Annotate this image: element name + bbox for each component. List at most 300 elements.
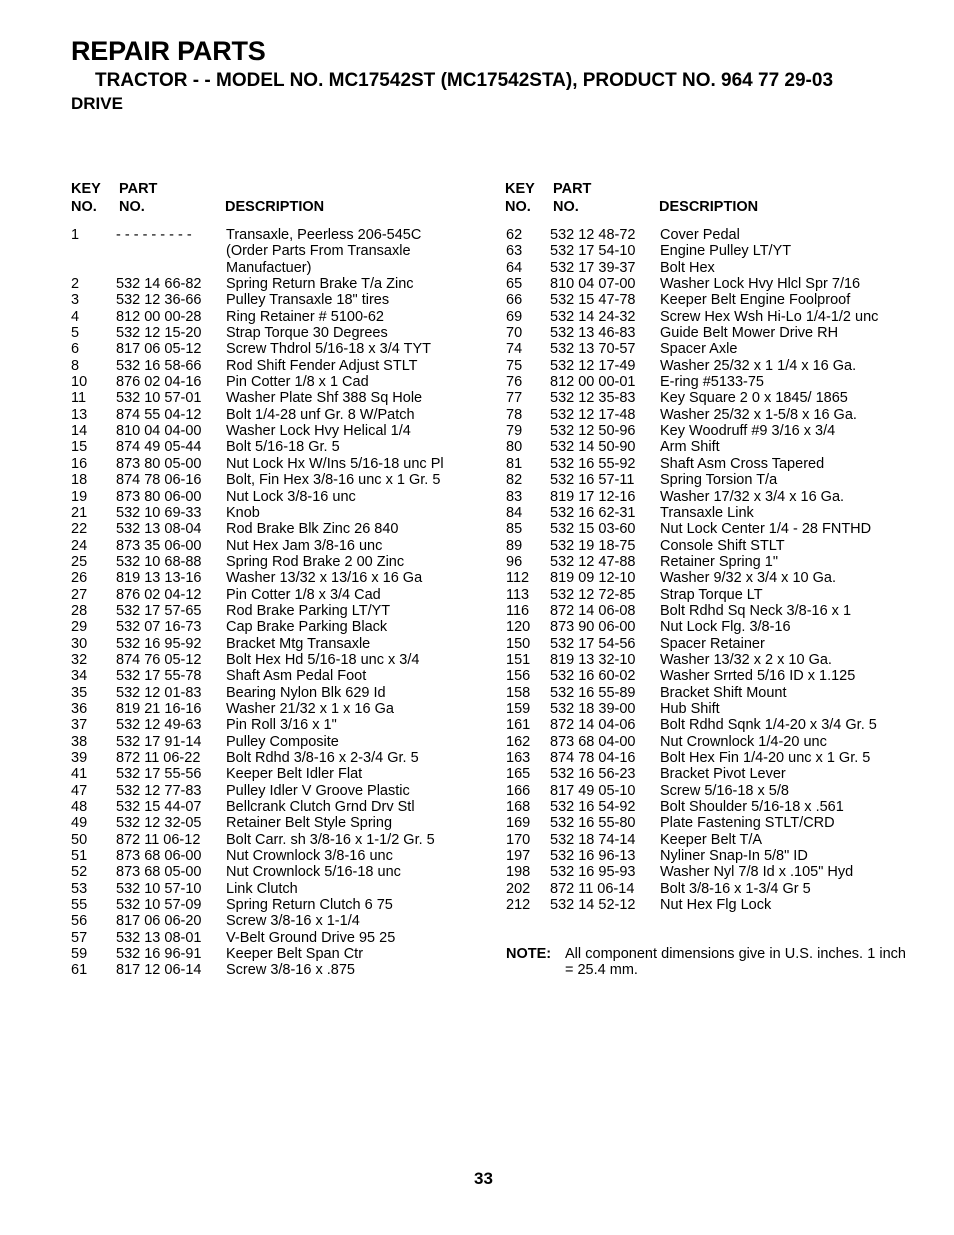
part-number: 872 14 06-08 — [550, 602, 636, 619]
key-number: 159 — [506, 700, 531, 717]
parts-row — [506, 619, 878, 635]
part-number: 532 10 57-10 — [116, 880, 202, 897]
part-number: 819 13 13-16 — [116, 570, 202, 587]
part-number: 532 17 55-56 — [116, 766, 202, 783]
part-description: Spacer Retainer — [660, 635, 765, 652]
note — [506, 946, 906, 979]
part-number: 819 13 32-10 — [550, 651, 636, 668]
part-description: Nut Hex Flg Lock — [660, 897, 772, 914]
part-description: Washer 25/32 x 1 1/4 x 16 Ga. — [660, 357, 857, 374]
part-description: Nut Crownlock 3/8-16 unc — [226, 848, 393, 865]
key-number: 116 — [506, 602, 530, 619]
part-number: 532 16 58-66 — [116, 357, 202, 374]
key-number: 76 — [506, 374, 523, 391]
header-key-right: KEY NO. — [505, 181, 535, 215]
part-number: 874 78 06-16 — [116, 472, 202, 489]
key-number: 4 — [71, 308, 80, 325]
parts-row — [506, 832, 878, 848]
parts-row — [506, 570, 878, 586]
part-description: Transaxle, Peerless 206-545C — [226, 227, 422, 243]
key-number: 36 — [71, 700, 88, 717]
parts-row — [506, 864, 878, 880]
note-label: NOTE: — [506, 946, 552, 962]
key-number: 59 — [71, 946, 88, 963]
parts-row — [71, 717, 444, 733]
part-description: Arm Shift — [660, 439, 720, 456]
parts-row — [506, 815, 878, 831]
key-number: 29 — [71, 619, 88, 636]
part-number: - - - - - - - - - — [116, 227, 192, 243]
part-number: 532 12 01-83 — [116, 684, 202, 701]
key-number: 15 — [71, 439, 88, 456]
key-number: 84 — [506, 504, 523, 521]
part-description: Washer 21/32 x 1 x 16 Ga — [226, 700, 394, 717]
part-description: Nut Crownlock 5/16-18 unc — [226, 864, 401, 881]
parts-row — [71, 243, 444, 259]
part-number: 532 12 35-83 — [550, 390, 636, 407]
key-number: 168 — [506, 799, 531, 816]
parts-row — [71, 685, 444, 701]
parts-row — [71, 799, 444, 815]
key-number: 6 — [71, 341, 80, 358]
parts-row — [71, 701, 444, 717]
parts-row — [71, 521, 444, 537]
part-description: Keeper Belt T/A — [660, 831, 763, 848]
key-number: 38 — [71, 733, 88, 750]
key-number: 65 — [506, 276, 523, 293]
part-number: 819 17 12-16 — [550, 488, 636, 505]
part-number: 874 76 05-12 — [116, 651, 202, 668]
key-number: 47 — [71, 782, 88, 799]
parts-row — [506, 309, 878, 325]
parts-row — [71, 930, 444, 946]
key-number: 81 — [506, 455, 523, 472]
key-number: 51 — [71, 848, 88, 865]
parts-row — [71, 587, 444, 603]
header-description-right: DESCRIPTION — [659, 199, 759, 215]
part-description: Retainer Spring 1" — [660, 553, 778, 570]
part-number: 532 15 47-78 — [550, 292, 636, 309]
part-description: Spring Rod Brake 2 00 Zinc — [226, 553, 405, 570]
part-number: 873 35 06-00 — [116, 537, 202, 554]
key-number: 62 — [506, 227, 523, 243]
parts-row — [71, 668, 444, 684]
parts-row — [506, 668, 878, 684]
key-number: 37 — [71, 717, 88, 734]
part-description: Keeper Belt Engine Foolproof — [660, 292, 851, 309]
key-number: 39 — [71, 750, 88, 766]
parts-row — [71, 734, 444, 750]
part-description: Guide Belt Mower Drive RH — [660, 325, 839, 342]
key-number: 212 — [506, 897, 531, 914]
parts-row — [71, 227, 444, 243]
key-number: 13 — [71, 406, 88, 423]
parts-row — [506, 652, 878, 668]
part-description: Nut Lock Hx W/Ins 5/16-18 unc Pl — [226, 455, 444, 472]
parts-row — [506, 505, 878, 521]
key-number: 64 — [506, 259, 523, 276]
part-description: Bracket Mtg Transaxle — [226, 635, 371, 652]
part-number: 874 55 04-12 — [116, 406, 202, 423]
key-number: 28 — [71, 602, 88, 619]
parts-row — [506, 521, 878, 537]
part-number: 532 16 96-13 — [550, 848, 636, 865]
key-number: 78 — [506, 406, 523, 423]
part-description: Strap Torque LT — [660, 586, 763, 603]
key-number: 56 — [71, 913, 88, 930]
part-number: 532 16 95-93 — [550, 864, 636, 881]
key-number: 202 — [506, 880, 531, 897]
part-description: Nut Hex Jam 3/8-16 unc — [226, 537, 383, 554]
parts-row — [506, 636, 878, 652]
parts-row — [71, 341, 444, 357]
parts-row — [506, 358, 878, 374]
part-description: Bolt Hex — [660, 259, 715, 276]
key-number: 89 — [506, 537, 523, 554]
part-number: 532 10 69-33 — [116, 504, 202, 521]
part-number: 532 16 56-23 — [550, 766, 636, 783]
section-title: DRIVE — [71, 94, 123, 113]
parts-row — [71, 390, 444, 406]
key-number: 169 — [506, 815, 531, 832]
part-number: 532 07 16-73 — [116, 619, 202, 636]
part-description: Pulley Idler V Groove Plastic — [226, 782, 410, 799]
part-number: 532 13 08-01 — [116, 929, 202, 946]
parts-row — [71, 783, 444, 799]
key-number: 163 — [506, 750, 531, 766]
part-number: 532 19 18-75 — [550, 537, 636, 554]
part-description: Bolt 5/16-18 Gr. 5 — [226, 439, 340, 456]
part-description: Washer Nyl 7/8 Id x .105" Hyd — [660, 864, 854, 881]
note-text: All component dimensions give in U.S. inches. 1 inch = 25.4 mm. — [565, 946, 906, 979]
key-number: 57 — [71, 929, 88, 946]
key-number: 3 — [71, 292, 80, 309]
parts-row — [71, 260, 444, 276]
key-number: 158 — [506, 684, 531, 701]
part-number: 532 17 39-37 — [550, 259, 636, 276]
parts-row — [506, 603, 878, 619]
part-number: 532 12 32-05 — [116, 815, 202, 832]
part-description: Washer 13/32 x 2 x 10 Ga. — [660, 651, 832, 668]
part-description: Bearing Nylon Blk 629 Id — [226, 684, 386, 701]
key-number: 156 — [506, 668, 531, 685]
part-number: 532 16 62-31 — [550, 504, 636, 521]
part-description: Ring Retainer # 5100-62 — [226, 308, 384, 325]
key-number: 74 — [506, 341, 523, 358]
part-description: Washer Lock Hvy Helical 1/4 — [226, 423, 411, 440]
part-description: Console Shift STLT — [660, 537, 785, 554]
parts-row — [506, 341, 878, 357]
parts-row — [506, 423, 878, 439]
parts-row — [71, 619, 444, 635]
key-number: 10 — [71, 374, 88, 391]
part-description: Screw 5/16-18 x 5/8 — [660, 782, 789, 799]
parts-row — [71, 456, 444, 472]
part-number: 532 16 96-91 — [116, 946, 202, 963]
key-number: 70 — [506, 325, 523, 342]
part-description: Washer Lock Hvy Hlcl Spr 7/16 — [660, 276, 861, 293]
part-number: 532 16 95-92 — [116, 635, 202, 652]
parts-row — [71, 292, 444, 308]
part-description: Rod Shift Fender Adjust STLT — [226, 357, 418, 374]
parts-row — [71, 309, 444, 325]
parts-row — [506, 292, 878, 308]
part-description: Screw 3/8-16 x 1-1/4 — [226, 913, 360, 930]
key-number: 55 — [71, 897, 88, 914]
part-description: Bolt Hex Hd 5/16-18 unc x 3/4 — [226, 651, 420, 668]
parts-row — [506, 489, 878, 505]
part-description: Bolt Hex Fin 1/4-20 unc x 1 Gr. 5 — [660, 750, 871, 766]
parts-row — [506, 227, 878, 243]
part-number: 532 10 57-01 — [116, 390, 202, 407]
part-description: Strap Torque 30 Degrees — [226, 325, 388, 342]
part-number: 532 10 57-09 — [116, 897, 202, 914]
parts-row — [71, 276, 444, 292]
key-number: 22 — [71, 521, 88, 538]
parts-row — [506, 276, 878, 292]
key-number: 82 — [506, 472, 523, 489]
key-number: 18 — [71, 472, 88, 489]
part-number: 532 12 47-88 — [550, 553, 636, 570]
key-number: 69 — [506, 308, 523, 325]
parts-row — [71, 374, 444, 390]
key-number: 150 — [506, 635, 531, 652]
parts-row — [506, 587, 878, 603]
part-description: Bolt, Fin Hex 3/8-16 unc x 1 Gr. 5 — [226, 472, 441, 489]
part-number: 872 11 06-14 — [550, 880, 635, 897]
part-description: Plate Fastening STLT/CRD — [660, 815, 835, 832]
key-number: 165 — [506, 766, 531, 783]
key-number: 79 — [506, 423, 523, 440]
key-number: 21 — [71, 504, 88, 521]
part-number: 819 21 16-16 — [116, 700, 202, 717]
part-description: Pin Cotter 1/8 x 3/4 Cad — [226, 586, 381, 603]
part-number: 532 12 15-20 — [116, 325, 202, 342]
key-number: 120 — [506, 619, 531, 636]
part-number: 872 11 06-22 — [116, 750, 201, 766]
parts-row — [71, 913, 444, 929]
header-part-left: PART NO. — [119, 181, 158, 215]
key-number: 83 — [506, 488, 523, 505]
parts-row — [71, 864, 444, 880]
parts-row — [506, 472, 878, 488]
parts-row — [506, 701, 878, 717]
part-description: Bolt Carr. sh 3/8-16 x 1-1/2 Gr. 5 — [226, 831, 435, 848]
parts-row — [71, 505, 444, 521]
parts-row — [506, 897, 878, 913]
part-number: 873 68 04-00 — [550, 733, 636, 750]
key-number: 14 — [71, 423, 88, 440]
key-number: 50 — [71, 831, 88, 848]
part-description: Cap Brake Parking Black — [226, 619, 388, 636]
part-number: 532 14 50-90 — [550, 439, 636, 456]
parts-row — [506, 848, 878, 864]
part-number: 532 16 55-89 — [550, 684, 636, 701]
parts-row — [71, 946, 444, 962]
part-description: Spring Return Clutch 6 75 — [226, 897, 393, 914]
part-description: Link Clutch — [226, 880, 298, 897]
key-number: 166 — [506, 782, 531, 799]
part-description: Nut Lock Center 1/4 - 28 FNTHD — [660, 521, 872, 538]
header-key-left: KEY NO. — [71, 181, 101, 215]
part-description: Pin Roll 3/16 x 1" — [226, 717, 337, 734]
part-number: 532 12 17-49 — [550, 357, 636, 374]
part-number: 872 11 06-12 — [116, 831, 201, 848]
key-number: 1 — [71, 227, 80, 243]
part-description: Key Square 2 0 x 1845/ 1865 — [660, 390, 848, 407]
part-description: Pulley Transaxle 18" tires — [226, 292, 390, 309]
parts-row — [506, 390, 878, 406]
part-description: Spring Torsion T/a — [660, 472, 778, 489]
part-description: Washer 9/32 x 3/4 x 10 Ga. — [660, 570, 836, 587]
part-number: 532 17 54-56 — [550, 635, 636, 652]
parts-row — [506, 407, 878, 423]
parts-row — [506, 554, 878, 570]
part-description: Washer 25/32 x 1-5/8 x 16 Ga. — [660, 406, 857, 423]
key-number: 151 — [506, 651, 531, 668]
parts-row — [71, 439, 444, 455]
parts-row — [71, 570, 444, 586]
part-description: Bracket Shift Mount — [660, 684, 787, 701]
part-number: 872 14 04-06 — [550, 717, 636, 734]
key-number: 80 — [506, 439, 523, 456]
part-description: Nyliner Snap-In 5/8" ID — [660, 848, 808, 865]
parts-row — [506, 325, 878, 341]
parts-row — [71, 554, 444, 570]
part-number: 532 17 55-78 — [116, 668, 202, 685]
part-number: 532 12 50-96 — [550, 423, 636, 440]
part-description: Screw Thdrol 5/16-18 x 3/4 TYT — [226, 341, 431, 358]
key-number: 8 — [71, 357, 80, 374]
parts-row — [71, 636, 444, 652]
part-description: Bolt 3/8-16 x 1-3/4 Gr 5 — [660, 880, 811, 897]
key-number: 63 — [506, 243, 523, 260]
part-number: 532 14 24-32 — [550, 308, 636, 325]
part-description: Washer Plate Shf 388 Sq Hole — [226, 390, 423, 407]
key-number: 85 — [506, 521, 523, 538]
part-number: 810 04 07-00 — [550, 276, 636, 293]
parts-row — [71, 766, 444, 782]
part-number: 873 80 06-00 — [116, 488, 202, 505]
part-number: 812 00 00-28 — [116, 308, 202, 325]
part-description: Hub Shift — [660, 700, 720, 717]
part-number: 817 12 06-14 — [116, 962, 202, 979]
page-title: REPAIR PARTS — [71, 36, 266, 66]
parts-row — [506, 685, 878, 701]
part-number: 532 13 46-83 — [550, 325, 636, 342]
part-description: Spacer Axle — [660, 341, 738, 358]
part-number: 532 16 57-11 — [550, 472, 635, 489]
key-number: 48 — [71, 799, 88, 816]
part-description: Nut Crownlock 1/4-20 unc — [660, 733, 827, 750]
parts-row — [506, 260, 878, 276]
key-number: 34 — [71, 668, 88, 685]
key-number: 41 — [71, 766, 88, 783]
part-number: 812 00 00-01 — [550, 374, 636, 391]
key-number: 2 — [71, 276, 80, 293]
part-number: 532 17 54-10 — [550, 243, 636, 260]
part-number: 532 12 49-63 — [116, 717, 202, 734]
part-description: Rod Brake Parking LT/YT — [226, 602, 391, 619]
parts-row — [506, 750, 878, 766]
key-number: 25 — [71, 553, 88, 570]
parts-row — [506, 456, 878, 472]
part-description: Shaft Asm Pedal Foot — [226, 668, 367, 685]
part-number: 873 90 06-00 — [550, 619, 636, 636]
part-description: Cover Pedal — [660, 227, 740, 243]
parts-list-right — [506, 227, 878, 913]
parts-row — [506, 717, 878, 733]
part-number: 532 12 48-72 — [550, 227, 636, 243]
part-description: Bracket Pivot Lever — [660, 766, 786, 783]
part-description: Washer 17/32 x 3/4 x 16 Ga. — [660, 488, 845, 505]
parts-row — [506, 243, 878, 259]
part-description: Bolt 1/4-28 unf Gr. 8 W/Patch — [226, 406, 415, 423]
part-number: 874 49 05-44 — [116, 439, 202, 456]
key-number: 161 — [506, 717, 531, 734]
part-number: 532 14 52-12 — [550, 897, 636, 914]
key-number: 30 — [71, 635, 88, 652]
part-description: (Order Parts From Transaxle — [226, 243, 411, 260]
page-subtitle: TRACTOR - - MODEL NO. MC17542ST (MC17542STA), PRODUCT NO. 964 77 29-03 — [95, 70, 834, 91]
parts-row — [71, 962, 444, 978]
part-number: 873 80 05-00 — [116, 455, 202, 472]
part-description: Nut Lock 3/8-16 unc — [226, 488, 356, 505]
parts-row — [71, 652, 444, 668]
parts-row — [506, 374, 878, 390]
key-number: 52 — [71, 864, 88, 881]
part-description: Screw Hex Wsh Hi-Lo 1/4-1/2 unc — [660, 308, 879, 325]
key-number: 35 — [71, 684, 88, 701]
part-number: 532 13 08-04 — [116, 521, 202, 538]
part-number: 532 16 60-02 — [550, 668, 636, 685]
part-number: 532 12 17-48 — [550, 406, 636, 423]
key-number: 66 — [506, 292, 523, 309]
key-number: 197 — [506, 848, 531, 865]
key-number: 27 — [71, 586, 88, 603]
key-number: 11 — [71, 390, 87, 407]
part-number: 532 12 36-66 — [116, 292, 202, 309]
key-number: 198 — [506, 864, 531, 881]
parts-row — [71, 538, 444, 554]
key-number: 162 — [506, 733, 531, 750]
parts-row — [71, 815, 444, 831]
part-description: Spring Return Brake T/a Zinc — [226, 276, 414, 293]
parts-row — [71, 358, 444, 374]
part-description: Pulley Composite — [226, 733, 339, 750]
part-description: Nut Lock Flg. 3/8-16 — [660, 619, 791, 636]
part-description: Rod Brake Blk Zinc 26 840 — [226, 521, 399, 538]
parts-row — [71, 325, 444, 341]
part-number: 532 18 74-14 — [550, 831, 636, 848]
key-number: 170 — [506, 831, 531, 848]
part-description: Pin Cotter 1/8 x 1 Cad — [226, 374, 369, 391]
key-number: 49 — [71, 815, 88, 832]
part-description: Screw 3/8-16 x .875 — [226, 962, 355, 979]
part-description: Knob — [226, 504, 260, 521]
key-number: 77 — [506, 390, 523, 407]
parts-row — [71, 423, 444, 439]
parts-row — [71, 750, 444, 766]
part-description: Bolt Shoulder 5/16-18 x .561 — [660, 799, 844, 816]
part-number: 532 16 55-92 — [550, 455, 636, 472]
parts-row — [71, 881, 444, 897]
key-number: 19 — [71, 488, 88, 505]
part-number: 876 02 04-12 — [116, 586, 202, 603]
part-number: 532 15 44-07 — [116, 799, 202, 816]
part-number: 532 16 54-92 — [550, 799, 636, 816]
part-number: 819 09 12-10 — [550, 570, 636, 587]
